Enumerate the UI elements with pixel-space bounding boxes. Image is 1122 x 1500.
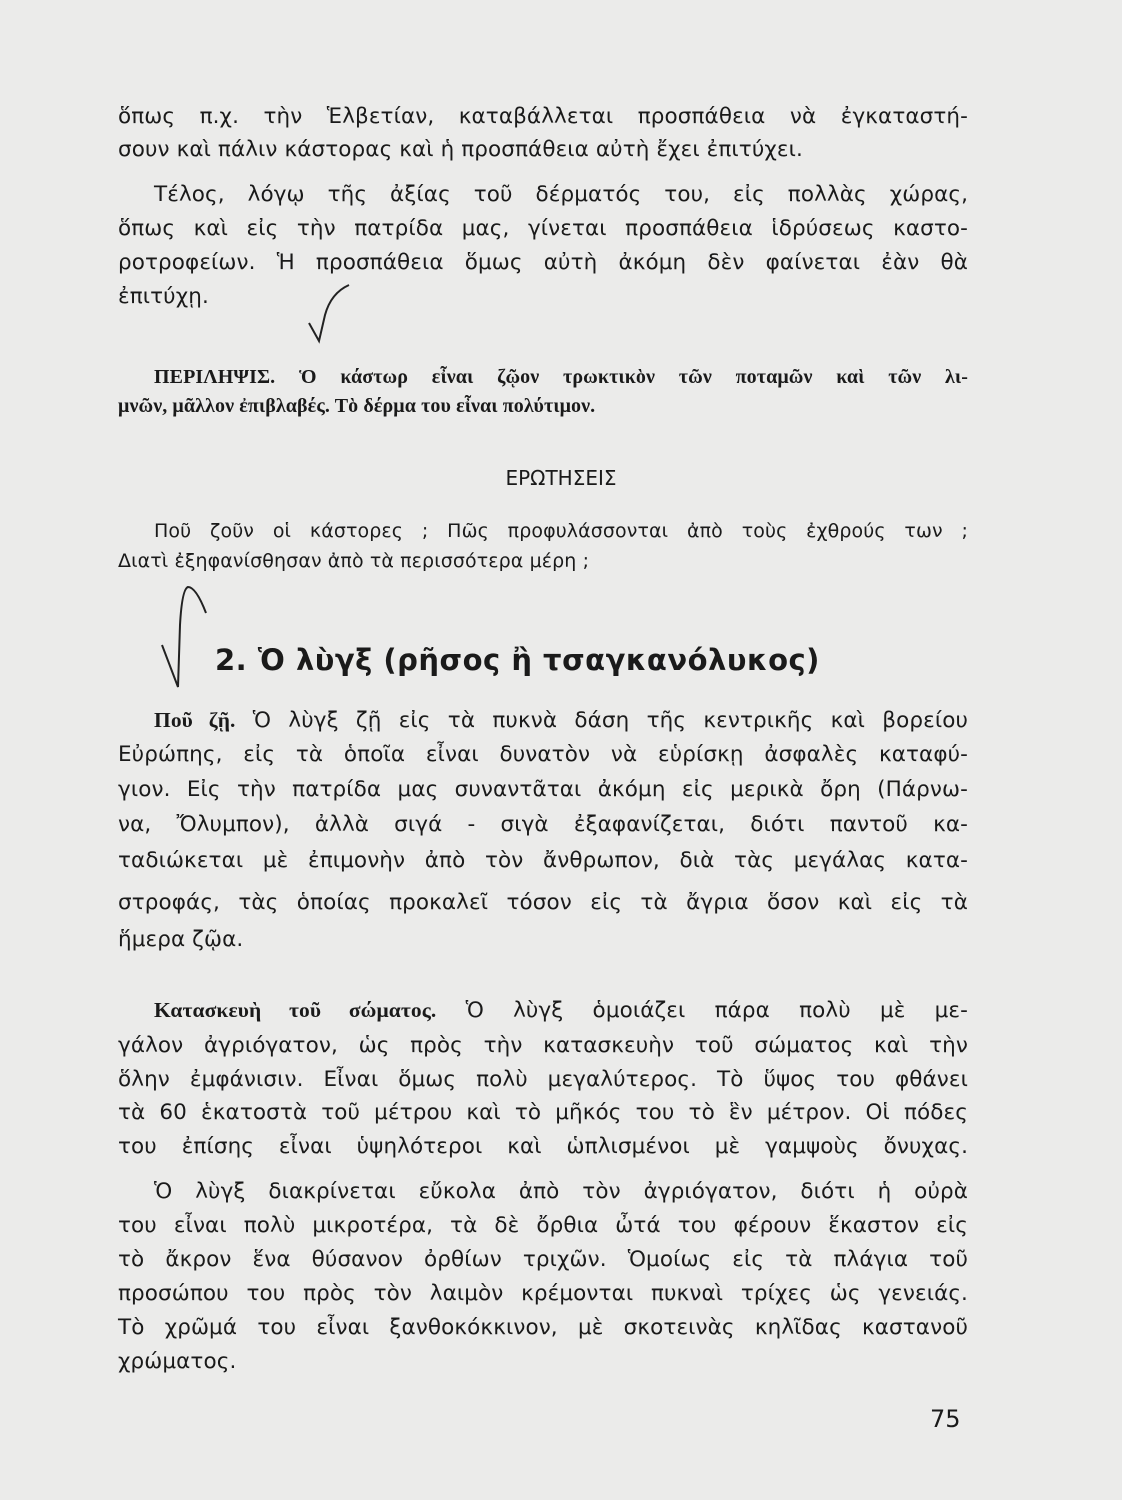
text-line: τὰ 60 ἑκατοστὰ τοῦ μέτρου καὶ τὸ μῆκός του τὸ ἓν μέτρον. Οἱ πόδες xyxy=(118,1100,968,1125)
text-line: τὸ ἄκρον ἕνα θύσανον ὀρθίων τριχῶν. Ὁμοίως εἰς τὰ πλάγια τοῦ xyxy=(118,1247,968,1272)
text-line xyxy=(118,995,968,1026)
text-line: Ὁ λὺγξ διακρίνεται εὔκολα ἀπὸ τὸν ἀγριόγατον, διότι ἡ οὐρὰ xyxy=(154,1179,968,1204)
text-line: γάλον ἀγριόγατον, ὡς πρὸς τὴν κατασκευὴν τοῦ σώματος καὶ τὴν xyxy=(118,1033,968,1058)
summary-line xyxy=(118,362,968,392)
text-line: Εὐρώπης, εἰς τὰ ὁποῖα εἶναι δυνατὸν νὰ εὑρίσκῃ ἀσφαλὲς καταφύ- xyxy=(118,742,968,767)
text-line: σουν καὶ πάλιν κάστορας καὶ ἡ προσπάθεια αὐτὴ ἔχει ἐπιτύχει. xyxy=(118,137,803,162)
text-line: ἥμερα ζῷα. xyxy=(118,927,244,952)
question-line: Διατὶ ἐξηφανίσθησαν ἀπὸ τὰ περισσότερα μέρη ; xyxy=(118,550,590,572)
body-structure-text: Ὁ λὺγξ ὁμοιάζει πάρα πολὺ μὲ με- xyxy=(465,998,968,1023)
handwritten-checkmark xyxy=(305,285,355,345)
text-line: Τέλος, λόγῳ τῆς ἀξίας τοῦ δέρματός του, εἰς πολλὰς χώρας, xyxy=(154,182,968,207)
text-line: του ἐπίσης εἶναι ὑψηλότεροι καὶ ὡπλισμένοι μὲ γαμψοὺς ὄνυχας. xyxy=(118,1134,968,1159)
habitat-text: Ὁ λὺγξ ζῇ εἰς τὰ πυκνὰ δάση τῆς κεντρικῆς καὶ βορείου xyxy=(252,708,968,733)
page-number: 75 xyxy=(930,1405,961,1433)
question-line: Ποῦ ζοῦν οἱ κάστορες ; Πῶς προφυλάσσονται ἀπὸ τοὺς ἐχθρούς των ; xyxy=(154,520,968,542)
questions-title: ΕΡΩΤΗΣΕΙΣ xyxy=(505,466,617,490)
section-heading: 2. Ὁ λὺγξ (ρῆσος ἢ τσαγκανόλυκος) xyxy=(215,643,820,677)
text-line: ὅπως καὶ εἰς τὴν πατρίδα μας, γίνεται προσπάθεια ἱδρύσεως καστο- xyxy=(118,216,968,241)
text-line: γιον. Εἰς τὴν πατρίδα μας συναντᾶται ἀκόμη εἰς μερικὰ ὄρη (Πάρνω- xyxy=(118,777,968,802)
text-line: Τὸ χρῶμά του εἶναι ξανθοκόκκινον, μὲ σκοτεινὰς κηλῖδας καστανοῦ xyxy=(118,1315,968,1340)
text-line: χρώματος. xyxy=(118,1349,237,1374)
text-line: ταδιώκεται μὲ ἐπιμονὴν ἀπὸ τὸν ἄνθρωπον, διὰ τὰς μεγάλας κατα- xyxy=(118,848,968,873)
text-line: ἐπιτύχῃ. xyxy=(118,284,209,309)
text-line: προσώπου του πρὸς τὸν λαιμὸν κρέμονται πυκναὶ τρίχες ὡς γενειάς. xyxy=(118,1281,968,1306)
text-line: στροφάς, τὰς ὁποίας προκαλεῖ τόσον εἰς τὰ ἄγρια ὅσον καὶ εἰς τὰ xyxy=(118,890,968,915)
text-line: ὅλην ἐμφάνισιν. Εἶναι ὅμως πολὺ μεγαλύτερος. Τὸ ὕψος του φθάνει xyxy=(118,1067,968,1092)
handwritten-checkmark xyxy=(160,585,220,695)
text-line: ροτροφείων. Ἡ προσπάθεια ὅμως αὐτὴ ἀκόμη δὲν φαίνεται ἐὰν θὰ xyxy=(118,250,968,275)
summary-line: μνῶν, μᾶλλον ἐπιβλαβές. Τὸ δέρμα του εἶναι πολύτιμον. xyxy=(118,395,596,417)
text-line: του εἶναι πολὺ μικροτέρα, τὰ δὲ ὄρθια ὦτά του φέρουν ἕκαστον εἰς xyxy=(118,1213,968,1238)
summary-text: Ὁ κάστωρ εἶναι ζῷον τρωκτικὸν τῶν ποταμῶν καὶ τῶν λι- xyxy=(299,366,968,388)
text-line xyxy=(118,705,968,736)
text-line: ὅπως π.χ. τὴν Ἑλβετίαν, καταβάλλεται προσπάθεια νὰ ἐγκαταστή- xyxy=(118,104,968,129)
habitat-label: Ποῦ ζῇ. xyxy=(154,708,236,732)
body-structure-label: Κατασκευὴ τοῦ σώματος. xyxy=(154,998,437,1022)
text-line: να, Ὄλυμπον), ἀλλὰ σιγά - σιγὰ ἐξαφανίζεται, διότι παντοῦ κα- xyxy=(118,812,968,837)
summary-label: ΠΕΡΙΛΗΨΙΣ. xyxy=(154,366,276,388)
